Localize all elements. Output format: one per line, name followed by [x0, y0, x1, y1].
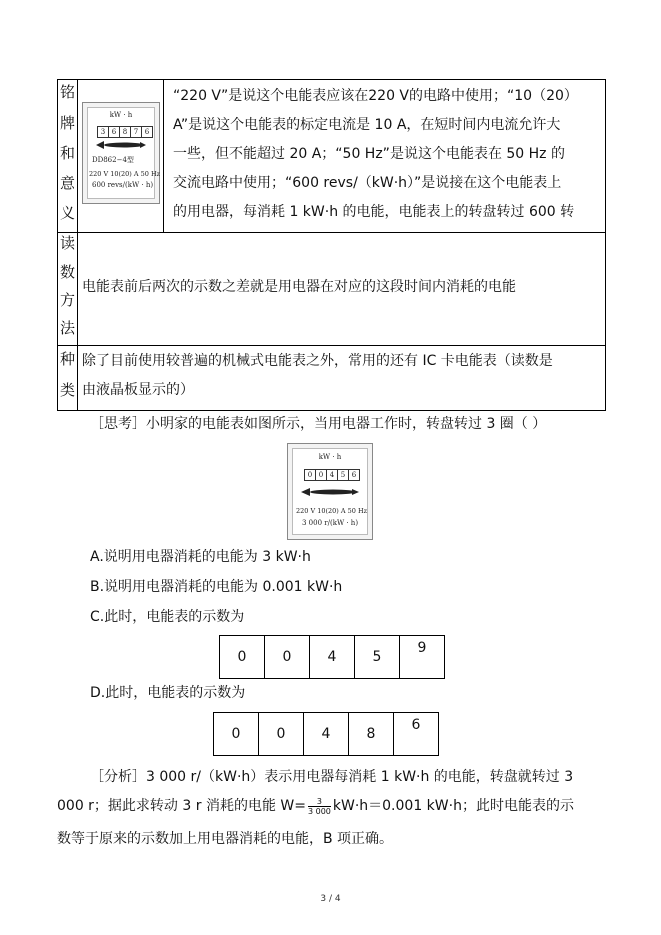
- reading-digit: 0: [214, 713, 259, 756]
- types-line: 除了目前使用较普遍的机械式电能表之外，常用的还有 IC 卡电能表（读数是: [82, 353, 553, 369]
- meter-spec: 220 V 10(20) A 50 Hz: [296, 507, 368, 515]
- meter-digit: 0: [315, 469, 327, 481]
- analysis-line-2: [57, 796, 574, 816]
- analysis-line-3: 数等于原来的示数加上用电器消耗的电能，B 项正确。: [57, 831, 394, 847]
- meter-disc-icon: [299, 487, 361, 497]
- label-char: 种: [60, 350, 76, 368]
- meter-digit: 0: [304, 469, 316, 481]
- meter-digit: 6: [141, 126, 153, 138]
- page-number: 3 / 4: [320, 894, 341, 904]
- option-b: B.说明用电器消耗的电能为 0.001 kW·h: [90, 579, 343, 595]
- reading-digit: 0: [265, 636, 310, 679]
- label-char: 读: [60, 234, 76, 252]
- meter-digit: 4: [326, 469, 338, 481]
- energy-fraction: [308, 797, 331, 816]
- row-label-types: [58, 346, 78, 410]
- option-c-reading-table: [219, 635, 445, 679]
- meter-image-question: [287, 443, 373, 540]
- meter-spec: 220 V 10(20) A 50 Hz: [89, 170, 161, 178]
- option-c: C.此时，电能表的示数为: [90, 609, 245, 625]
- reading-digit: 0: [259, 713, 304, 756]
- meter-digits: [97, 122, 152, 138]
- meter-disc-icon: [94, 140, 148, 150]
- row-label-nameplate: [58, 80, 78, 232]
- table-row-nameplate: [57, 79, 606, 233]
- label-char: 铭: [60, 83, 76, 101]
- row-label-reading: [58, 232, 78, 345]
- label-char: 牌: [60, 114, 76, 132]
- reading-digit: 6: [394, 713, 439, 756]
- nameplate-line: A”是说这个电能表的标定电流是 10 A，在短时间内电流允许大: [173, 117, 561, 133]
- meter-image-cell: [78, 80, 164, 232]
- analysis-line-2-pre: 000 r；据此求转动 3 r 消耗的电能 W=: [57, 798, 306, 814]
- table-row-types: [57, 346, 606, 411]
- option-d-reading-table: [213, 712, 439, 756]
- table-row-reading: [57, 232, 606, 346]
- nameplate-line: “220 V”是说这个电能表应该在220 V的电路中使用；“10（20）: [173, 88, 578, 104]
- nameplate-line: 一些，但不能超过 20 A；“50 Hz”是说这个电能表在 50 Hz 的: [173, 146, 565, 162]
- label-char: 方: [60, 291, 76, 309]
- fraction-numerator: 3: [308, 797, 331, 807]
- meter-digit: 8: [119, 126, 131, 138]
- meter-digit: 5: [337, 469, 349, 481]
- label-char: 法: [60, 319, 76, 337]
- analysis-line-1: ［分析］3 000 r/（kW·h）表示用电器每消耗 1 kW·h 的电能，转盘就转过 3: [90, 769, 574, 785]
- label-char: 和: [60, 144, 76, 162]
- meter-rate: 3 000 r/(kW · h): [302, 519, 359, 527]
- option-a: A.说明用电器消耗的电能为 3 kW·h: [90, 549, 311, 565]
- label-char: 意: [60, 174, 76, 192]
- nameplate-line: 的用电器，每消耗 1 kW·h 的电能，电能表上的转盘转过 600 转: [173, 204, 575, 220]
- types-line: 由液晶板显示的）: [82, 382, 194, 398]
- reading-digit: 5: [355, 636, 400, 679]
- label-char: 义: [60, 204, 76, 222]
- label-char: 类: [60, 381, 76, 399]
- analysis-line-2-post: kW·h＝0.001 kW·h；此时电能表的示: [332, 798, 574, 814]
- meter-unit: kW · h: [109, 111, 133, 119]
- meter-digit: 6: [348, 469, 360, 481]
- meter-digit: 7: [130, 126, 142, 138]
- reading-digit: 9: [400, 636, 445, 679]
- fraction-denominator: 3 000: [307, 806, 331, 816]
- meter-rate: 600 revs/(kW · h): [92, 181, 154, 189]
- reading-digit: 0: [220, 636, 265, 679]
- reading-digit: 8: [349, 713, 394, 756]
- nameplate-line: 交流电路中使用；“600 revs/（kW·h）”是说接在这个电能表上: [173, 175, 562, 191]
- meter-model: DD862−4型: [92, 156, 134, 164]
- option-d: D.此时，电能表的示数为: [90, 685, 246, 701]
- reading-digit: 4: [310, 636, 355, 679]
- meter-digit: 6: [108, 126, 120, 138]
- reading-digit: 4: [304, 713, 349, 756]
- meter-image-nameplate: [82, 102, 160, 204]
- meter-digit: 3: [97, 126, 109, 138]
- meter-unit: kW · h: [318, 453, 342, 461]
- meter-digits: [304, 465, 359, 481]
- question-prompt: ［思考］小明家的电能表如图所示，当用电器工作时，转盘转过 3 圈（ ）: [90, 416, 547, 432]
- label-char: 数: [60, 263, 76, 281]
- reading-method-text: 电能表前后两次的示数之差就是用电器在对应的这段时间内消耗的电能: [82, 279, 516, 295]
